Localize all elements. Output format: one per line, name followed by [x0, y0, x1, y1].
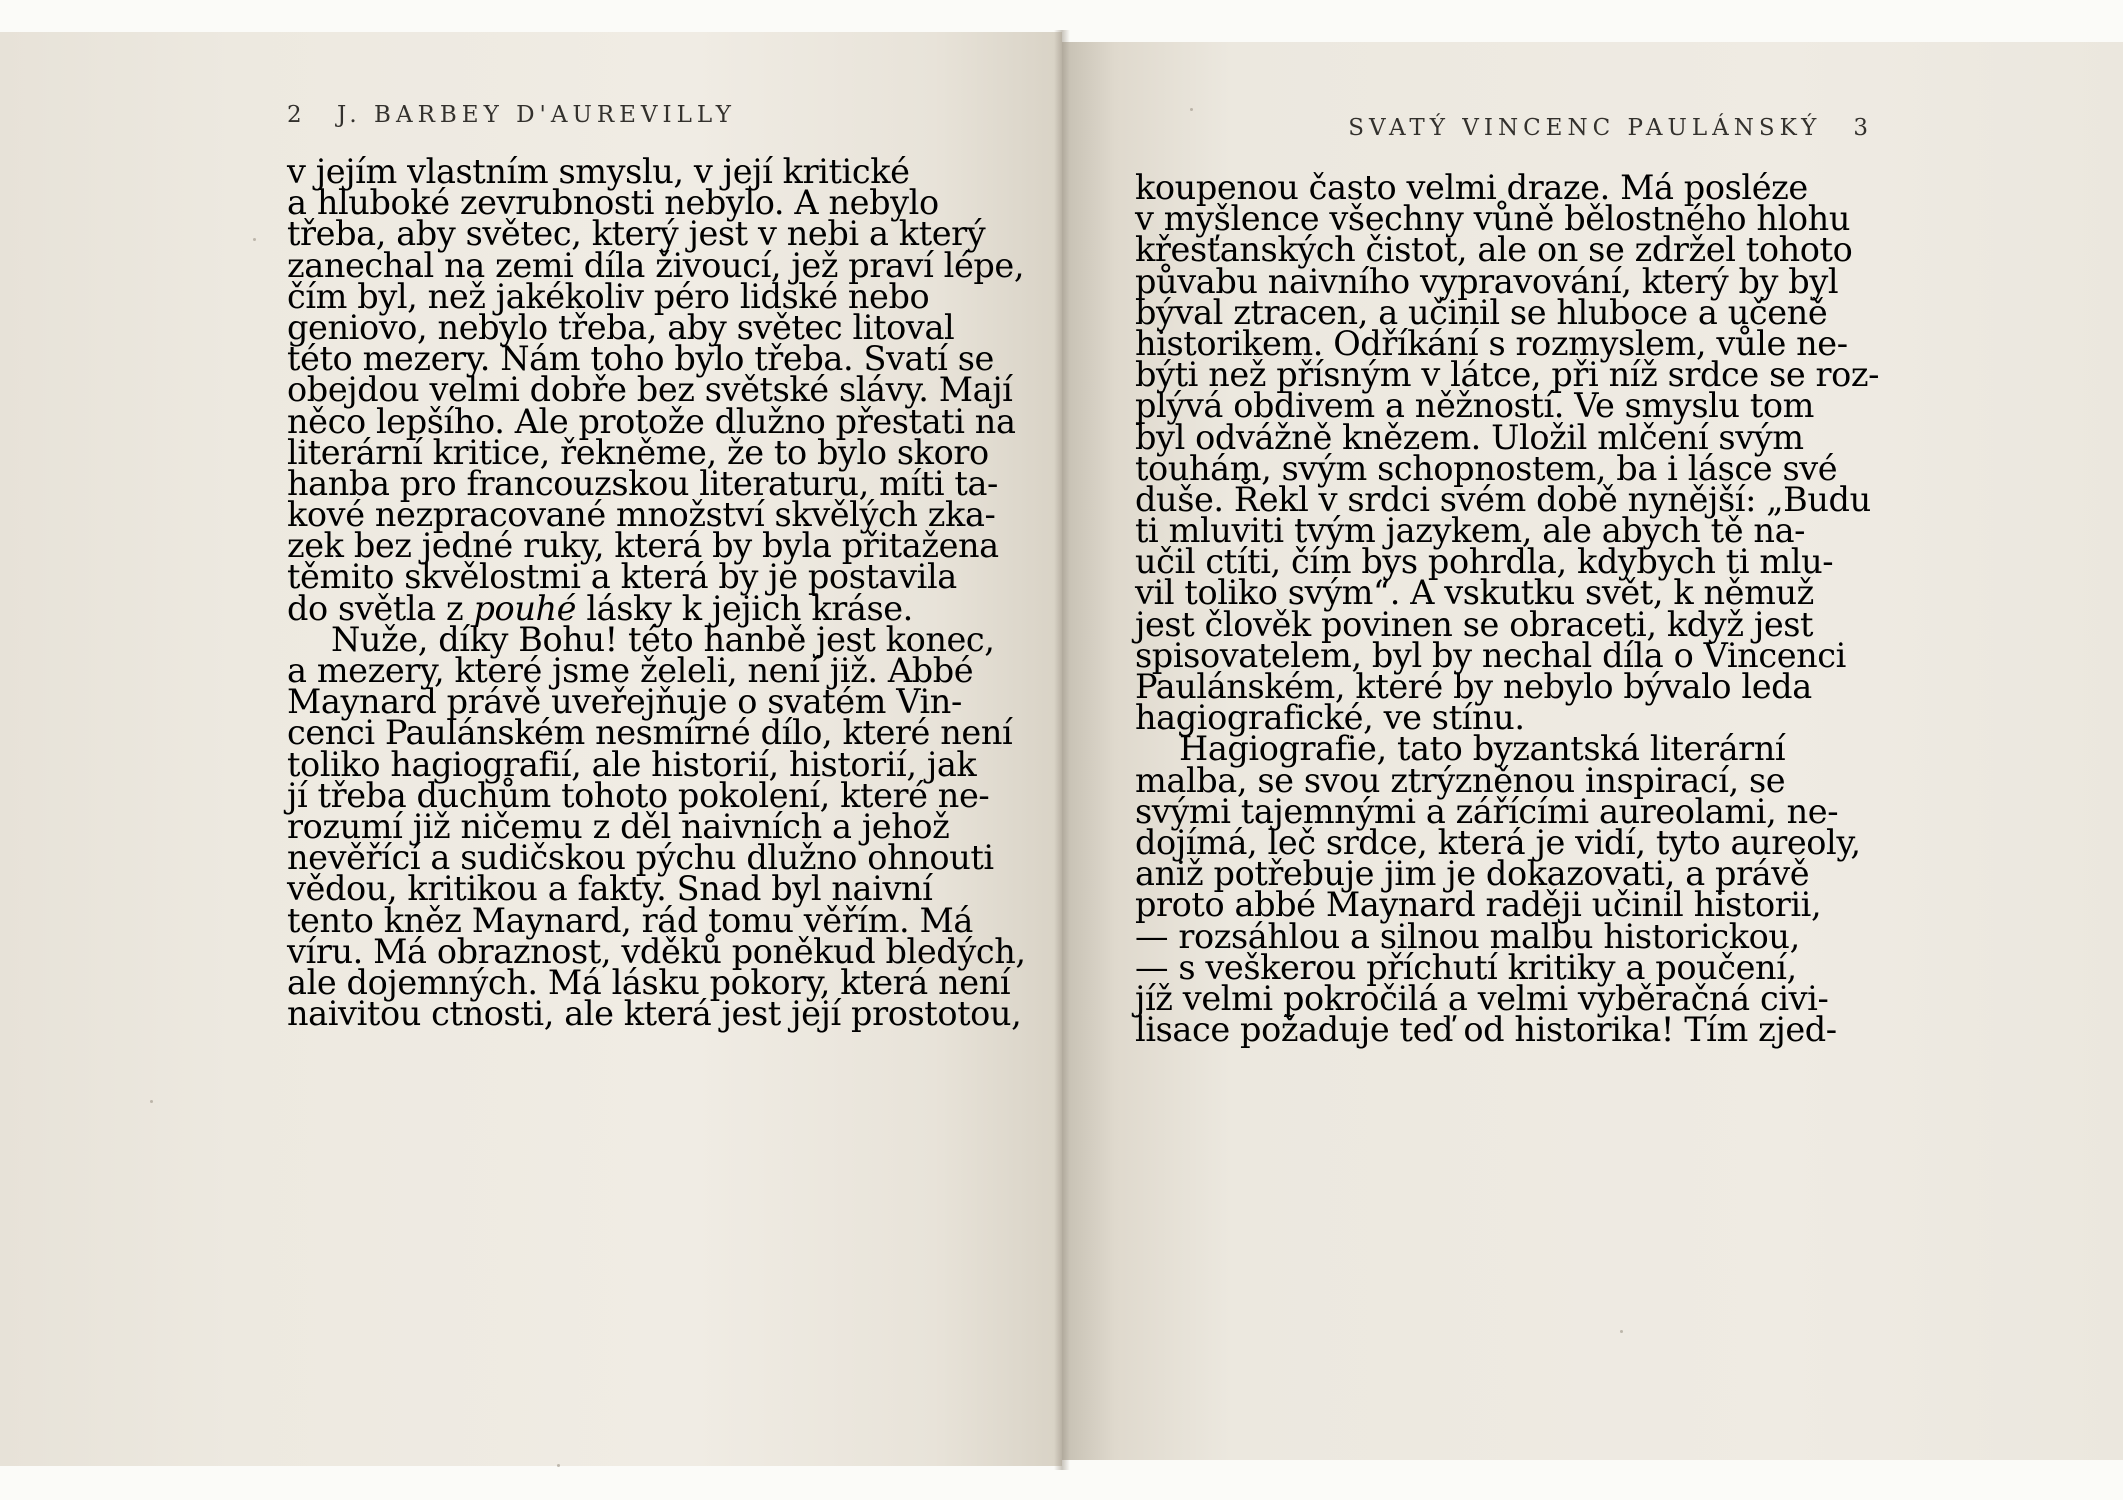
text-line: zek bez jedné ruky, která by byla přitažena — [287, 526, 999, 566]
paper-speck — [150, 1100, 153, 1103]
left-running-head-title: J. BARBEY D'AUREVILLY — [337, 102, 736, 128]
text-line: Maynard právě uveřejňuje o svatém Vin- — [287, 682, 962, 722]
text-line: geniovo, nebylo třeba, aby světec litoval — [287, 307, 955, 347]
text-line: literární kritice, řekněme, že to bylo skoro — [287, 432, 989, 472]
paragraph-first-line: Nuže, díky Bohu! této hanbě jest konec, — [331, 619, 995, 659]
text-line: proto abbé Maynard raději učinil historii, — [1135, 885, 1822, 925]
text-line: hanba pro francouzskou literaturu, míti ta- — [287, 463, 998, 503]
text-line: rozumí již ničemu z děl naivních a jehož — [287, 806, 950, 846]
paper-speck — [1190, 108, 1193, 111]
text-line: — s veškerou příchutí kritiky a poučení, — [1135, 947, 1797, 987]
text-line: aniž potřebuje jim je dokazovati, a právě — [1135, 854, 1810, 894]
text-line: koupenou často velmi draze. Má posléze — [1135, 168, 1808, 207]
text-line: obejdou velmi dobře bez světské slávy. Mají — [287, 370, 1013, 410]
text-line: toliko hagiografií, ale historií, historií, jak — [287, 744, 977, 784]
paragraph-first-line: Hagiografie, tato byzantská literární — [1179, 729, 1786, 769]
text-line: malba, se svou ztrýzněnou inspirací, se — [1135, 760, 1786, 800]
text-line: hagiografické, ve stínu. — [1135, 698, 1525, 738]
right-running-head — [1198, 115, 1868, 141]
text-line: půvabu naivního vypravování, který by byl — [1135, 261, 1839, 301]
text-line: byl odvážně knězem. Uložil mlčení svým — [1135, 417, 1804, 457]
text-line: býval ztracen, a učinil se hluboce a učeně — [1135, 292, 1828, 332]
text-line: něco lepšího. Ale protože dlužno přestati na — [287, 401, 1016, 441]
text-line: ale dojemných. Má lásku pokory, která není — [287, 962, 1011, 1002]
text-segment: do světla z — [287, 588, 474, 628]
text-line: kové nezpracované množství skvělých zka- — [287, 495, 996, 535]
text-line: touhám, svým schopnostem, ba i lásce své — [1135, 448, 1838, 488]
paper-speck — [1620, 1330, 1623, 1333]
paper-speck — [557, 1464, 560, 1467]
text-line: naivitou ctnosti, ale která jest její prostotou, — [287, 994, 1022, 1034]
text-line: v jejím vlastním smyslu, v její kritické — [287, 152, 910, 191]
paper-speck — [253, 238, 256, 241]
left-running-head — [287, 102, 907, 128]
text-line: čím byl, než jakékoliv péro lidské nebo — [287, 276, 930, 316]
text-line: a hluboké zevrubnosti nebylo. A nebylo — [287, 183, 939, 223]
text-line: tento kněz Maynard, rád tomu věřím. Má — [287, 900, 973, 940]
text-line: křesťanských čistot, ale on se zdržel tohoto — [1135, 230, 1853, 270]
text-line: býti než přísným v látce, při níž srdce se roz- — [1135, 355, 1880, 395]
text-line: Paulánském, které by nebylo bývalo leda — [1135, 667, 1812, 706]
italic-word: pouhé — [473, 588, 577, 628]
text-line: duše. Řekl v srdci svém době nynější: „Budu — [1135, 479, 1871, 519]
book-gutter — [1054, 30, 1070, 1470]
text-line: v myšlence všechny vůně bělostného hlohu — [1135, 199, 1850, 239]
left-page-number: 2 — [287, 102, 302, 128]
text-line: třeba, aby světec, který jest v nebi a který — [287, 214, 986, 254]
text-line: vědou, kritikou a fakty. Snad byl naivní — [287, 869, 933, 909]
right-body-text — [1135, 168, 1880, 1050]
text-line: nevěřící a sudičskou pýchu dlužno ohnouti — [287, 838, 994, 878]
text-line: jest člověk povinen se obraceti, když jest — [1135, 604, 1814, 644]
left-body-text — [287, 152, 1026, 1034]
right-running-head-title: SVATÝ VINCENC PAULÁNSKÝ — [1348, 115, 1822, 141]
text-line: jíž velmi pokročilá a velmi vyběračná civi- — [1135, 978, 1829, 1018]
text-line: této mezery. Nám toho bylo třeba. Svatí se — [287, 339, 994, 379]
right-page-number: 3 — [1853, 115, 1868, 141]
text-line: a mezery, které jsme želeli, není již. Abbé — [287, 651, 974, 690]
text-line: lisace požaduje teď od historika! Tím zjed- — [1135, 1010, 1837, 1050]
text-line: víru. Má obraznost, vděků poněkud bledých, — [287, 931, 1026, 971]
text-line: svými tajemnými a zářícími aureolami, ne- — [1135, 791, 1839, 831]
text-line: těmito skvělostmi a která by je postavila — [287, 557, 957, 597]
text-line: plývá obdivem a něžností. Ve smyslu tom — [1135, 386, 1815, 426]
text-line: cenci Paulánském nesmírné dílo, které není — [287, 713, 1013, 753]
text-line: učil ctíti, čím bys pohrdla, kdybych ti mlu- — [1135, 542, 1834, 582]
text-line: dojímá, leč srdce, která je vidí, tyto aureoly, — [1135, 822, 1861, 862]
text-line: zanechal na zemi díla živoucí, jež praví lépe, — [287, 245, 1025, 285]
text-line: ti mluviti tvým jazykem, ale abych tě na- — [1135, 511, 1806, 551]
text-line: jí třeba duchům tohoto pokolení, které ne- — [287, 775, 990, 815]
text-line: — rozsáhlou a silnou malbu historickou, — [1135, 916, 1800, 956]
text-line: historikem. Odříkání s rozmyslem, vůle ne- — [1135, 323, 1848, 363]
text-line: spisovatelem, byl by nechal díla o Vincenci — [1135, 635, 1846, 675]
text-segment: lásky k jejich kráse. — [576, 588, 913, 628]
text-line: vil toliko svým“. A vskutku svět, k němuž — [1135, 573, 1814, 613]
